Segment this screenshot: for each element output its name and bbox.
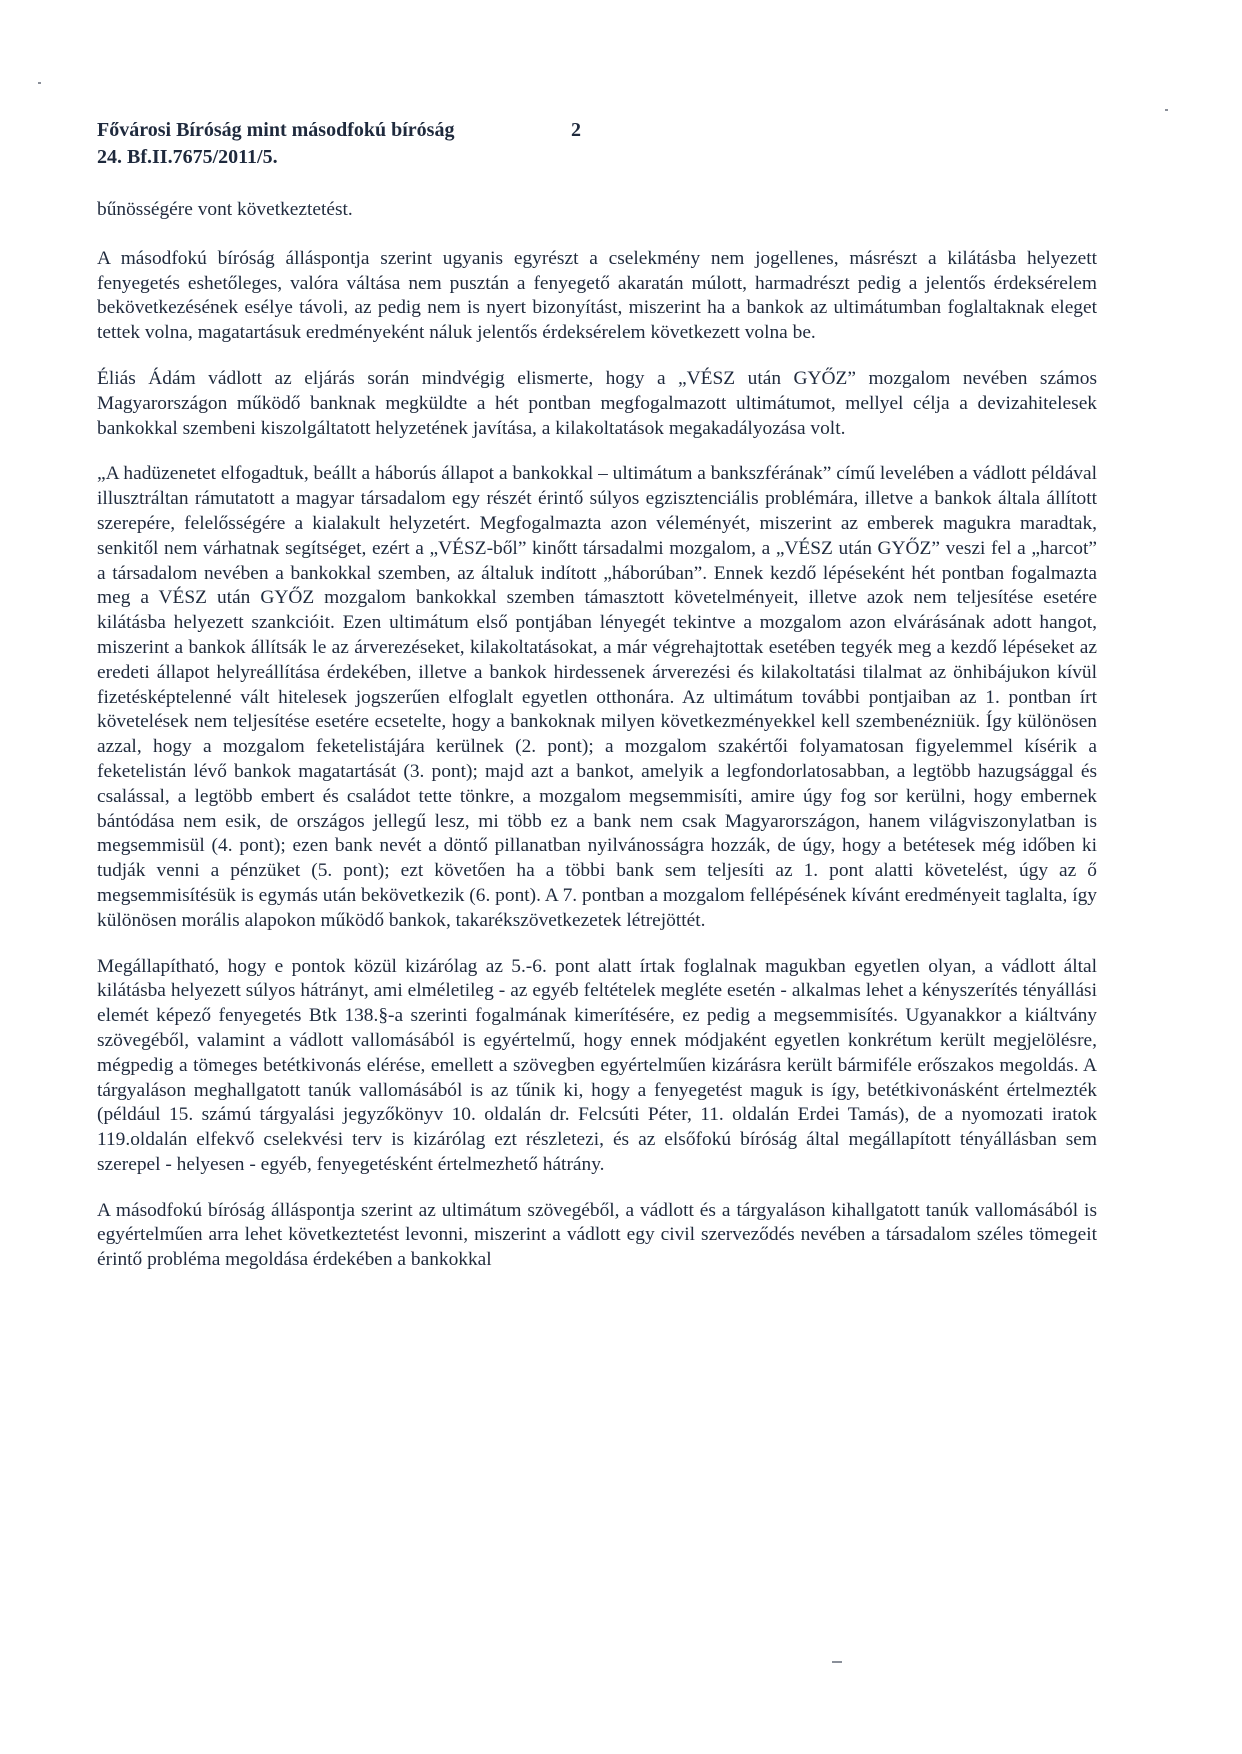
scan-speck bbox=[1165, 109, 1168, 111]
paragraph: Megállapítható, hogy e pontok közül kizárólag az 5.-6. pont alatt írtak foglalnak magukban egyetlen olyan, a vádlott által kilátásba helyezett súlyos hátrányt, ami elméletileg - az egyéb feltételek megléte esetén - alkalmas lehet a kényszerítés tényállási elemét képező fenyegetés Btk 138.§-a szerinti fogalmának kimerítésére, ez pedig a megsemmisítés. Ugyanakkor a kiáltvány szövegéből, valamint a vádlott vallomásából is egyértelmű, hogy ennek módjaként egyetlen konkrétum került megjelölésre, mégpedig a tömeges betétkivonás elérése, emellett a szövegben egyértelműen kizárásra került bármiféle erőszakos megoldás. A tárgyaláson meghallgatott tanúk vallomásából is az tűnik ki, hogy a fenyegetést maguk is így, betétkivonásként értelmezték (például 15. számú tárgyalási jegyzőkönyv 10. oldalán dr. Felcsúti Péter, 11. oldalán Erdei Tamás), de a nyomozati iratok 119.oldalán elfekvő cselekvési terv is kizárólag ezt részletezi, és az elsőfokú bíróság által megállapított tényállásban sem szerepel - helyesen - egyéb, fenyegetésként értelmezhető hátrány. bbox=[97, 955, 1097, 1175]
paragraph: A másodfokú bíróság álláspontja szerint az ultimátum szövegéből, a vádlott és a tárgyaláson kihallgatott tanúk vallomásából is egyértelműen arra lehet következtetést levonni, miszerint a vádlott egy civil szerveződés nevében a társadalom széles tömegeit érintő probléma megoldása érdekében a bankokkal bbox=[97, 1199, 1097, 1271]
court-name: Fővárosi Bíróság mint másodfokú bíróság bbox=[97, 119, 455, 141]
scan-speck bbox=[38, 82, 41, 84]
scan-speck bbox=[832, 1661, 842, 1663]
document-body bbox=[97, 198, 1097, 1294]
paragraph: A másodfokú bíróság álláspontja szerint ugyanis egyrészt a cselekmény nem jogellenes, másrészt a kilátásba helyezett fenyegetés eshetőleges, valóra váltása nem pusztán a fenyegető akaratán múlott, harmadrészt pedig a jelentős érdeksérelem bekövetkezésének esélye távoli, az pedig nem is nyert bizonyítást, miszerint ha a bankok az ultimátumban foglaltaknak eleget tettek volna, magatartásuk eredményeként náluk jelentős érdeksérelem következett volna be. bbox=[97, 247, 1097, 344]
paragraph: „A hadüzenetet elfogadtuk, beállt a háborús állapot a bankokkal – ultimátum a bankszférának” című levelében a vádlott példával illusztráltan rámutatott a magyar társadalom egy részét érintő súlyos egzisztenciális problémára, illetve a bankok általa állított szerepére, felelősségére a kialakult helyzetért. Megfogalmazta azon véleményét, miszerint az emberek magukra maradtak, senkitől nem várhatnak segítséget, ezért a „VÉSZ-ből” kinőtt társadalmi mozgalom, a „VÉSZ után GYŐZ” veszi fel a „harcot” a társadalom nevében a bankokkal szemben, az általuk indított „háborúban”. Ennek kezdő lépéseként hét pontban fogalmazta meg a VÉSZ után GYŐZ mozgalom bankokkal szemben támasztott követelményeit, illetve azok nem teljesítése esetére kilátásba helyezett szankcióit. Ezen ultimátum első pontjában lényegét tekintve a mozgalom azon elvárásának adott hangot, miszerint a bankok állítsák le az árverezéseket, kilakoltatásokat, a már végrehajtottak esetében tegyék meg a kezdő lépéseket az eredeti állapot helyreállítása érdekében, illetve a bankok hirdessenek árverezési és kilakoltatási tilalmat az önhibájukon kívül fizetésképtelenné vált hitelesek jogszerűen elfoglalt egyetlen otthonára. Az ultimátum további pontjaiban az 1. pontban írt követelések nem teljesítése esetére ecsetelte, hogy a bankoknak milyen következményekkel kell szembenézniük. Így különösen azzal, hogy a mozgalom feketelistájára kerülnek (2. pont); a mozgalom szakértői folyamatosan figyelemmel kísérik a feketelistán lévő bankok magatartását (3. pont); majd azt a bankot, amelyik a legfondorlatosabban, a legtöbb hazugsággal és csalással, a legtöbb embert és családot tette tönkre, a mozgalom megsemmisíti, amire úgy fog sor kerülni, hogy embernek bántódása nem esik, de országos jellegű lesz, mi több ez a bank nem csak Magyarországon, hanem világviszonylatban is megsemmisül (4. pont); ezen bank nevét a döntő pillanatban nyilvánosságra hozzák, de úgy, hogy a betétesek még időben ki tudják venni a pénzüket (5. pont); ezt követően ha a többi bank sem teljesíti az 1. pont alatti követelést, úgy az ő megsemmisítésük is egymás után bekövetkezik (6. pont). A 7. pontban a mozgalom fellépésének kívánt eredményeit taglalta, így különösen morális alapokon működő bankok, takarékszövetkezetek létrejöttét. bbox=[97, 463, 1097, 931]
document-header bbox=[97, 117, 581, 171]
page-number: 2 bbox=[571, 119, 581, 141]
case-number: 24. Bf.II.7675/2011/5. bbox=[97, 146, 278, 168]
header-line-1 bbox=[97, 117, 581, 144]
paragraph-continuation: bűnösségére vont következtetést. bbox=[97, 199, 353, 220]
paragraph: Éliás Ádám vádlott az eljárás során mindvégig elismerte, hogy a „VÉSZ után GYŐZ” mozgalom nevében számos Magyarországon működő banknak megküldte a hét pontban megfogalmazott ultimátumot, mellyel célja a devizahitelesek bankokkal szembeni kiszolgáltatott helyzetének javítása, a kilakoltatások megakadályozása volt. bbox=[97, 367, 1097, 439]
